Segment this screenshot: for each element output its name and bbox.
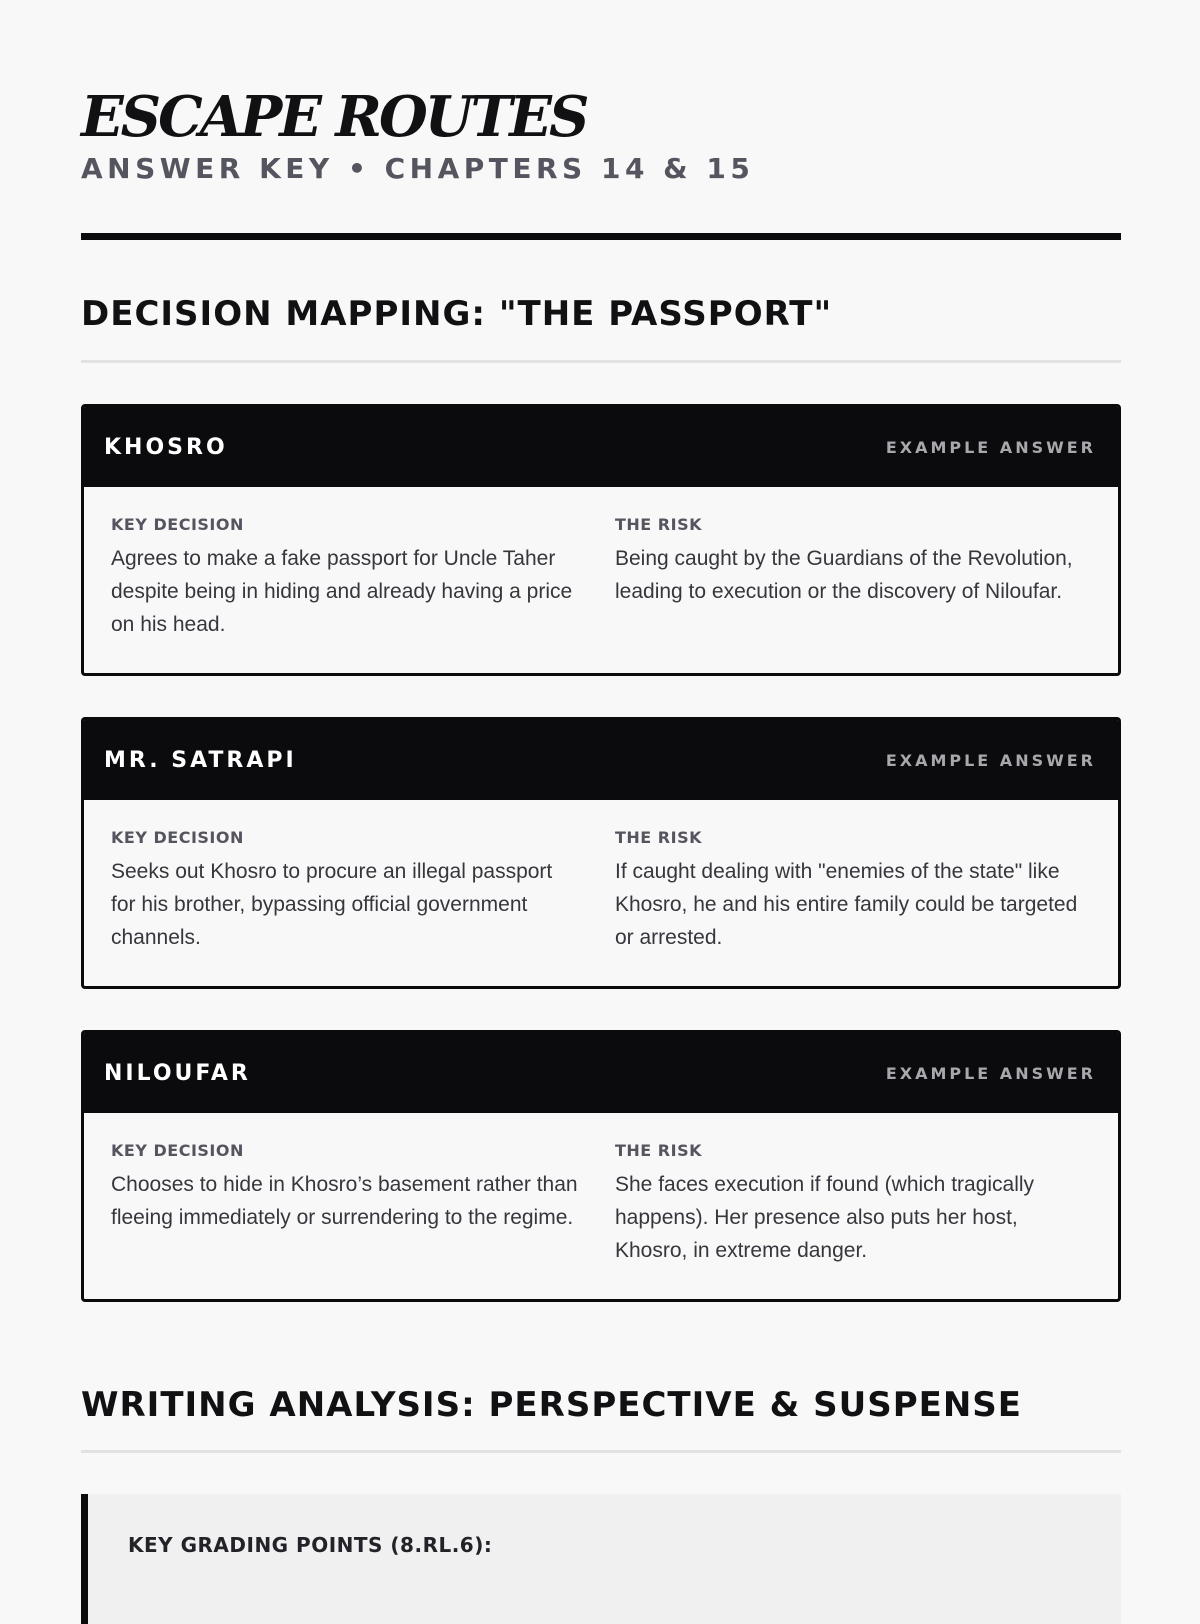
key-decision-text: Agrees to make a fake passport for Uncle Taher despite being in hiding and already having a price on his head. [111,547,573,636]
document-title: ESCAPE ROUTES [81,84,587,150]
card-body [84,487,1118,673]
writing-analysis-heading: WRITING ANALYSIS: PERSPECTIVE & SUSPENSE [81,1385,1023,1425]
card-body [84,1113,1118,1299]
risk-column [615,515,1085,608]
risk-label: THE RISK [615,1141,702,1160]
key-decision-column [111,515,581,641]
card-body [84,800,1118,986]
card-header [84,407,1118,487]
key-decision-column [111,1141,581,1234]
card-header [84,1033,1118,1113]
writing-analysis-divider [81,1450,1121,1453]
risk-column [615,828,1085,954]
character-name: NILOUFAR [104,1060,251,1086]
character-card-niloufar [81,1030,1121,1302]
risk-text: If caught dealing with "enemies of the state" like Khosro, he and his entire family could be targeted or arrested. [615,860,1078,949]
card-header [84,720,1118,800]
risk-text: She faces execution if found (which tragically happens). Her presence also puts her host, Khosro, in extreme danger. [615,1173,1035,1262]
key-decision-column [111,828,581,954]
character-card-khosro [81,404,1121,676]
key-decision-label: KEY DECISION [111,515,244,534]
decision-mapping-divider [81,360,1121,363]
character-name: KHOSRO [104,434,228,460]
grading-points-box [81,1494,1121,1624]
header-divider [81,233,1121,240]
key-decision-text: Chooses to hide in Khosro’s basement rather than fleeing immediately or surrendering to the regime. [111,1173,578,1229]
example-answer-badge: EXAMPLE ANSWER [885,750,1096,770]
character-name: MR. SATRAPI [104,747,297,773]
key-decision-label: KEY DECISION [111,1141,244,1160]
risk-column [615,1141,1085,1267]
decision-mapping-heading: DECISION MAPPING: "THE PASSPORT" [81,294,833,334]
character-card-mr-satrapi [81,717,1121,989]
key-decision-label: KEY DECISION [111,828,244,847]
example-answer-badge: EXAMPLE ANSWER [885,1063,1096,1083]
risk-label: THE RISK [615,515,702,534]
grading-points-label: KEY GRADING POINTS (8.RL.6): [128,1533,493,1557]
key-decision-text: Seeks out Khosro to procure an illegal passport for his brother, bypassing official government channels. [111,860,553,949]
risk-label: THE RISK [615,828,702,847]
risk-text: Being caught by the Guardians of the Revolution, leading to execution or the discovery of Niloufar. [615,547,1073,603]
document-subtitle: ANSWER KEY • CHAPTERS 14 & 15 [81,152,755,185]
example-answer-badge: EXAMPLE ANSWER [885,437,1096,457]
